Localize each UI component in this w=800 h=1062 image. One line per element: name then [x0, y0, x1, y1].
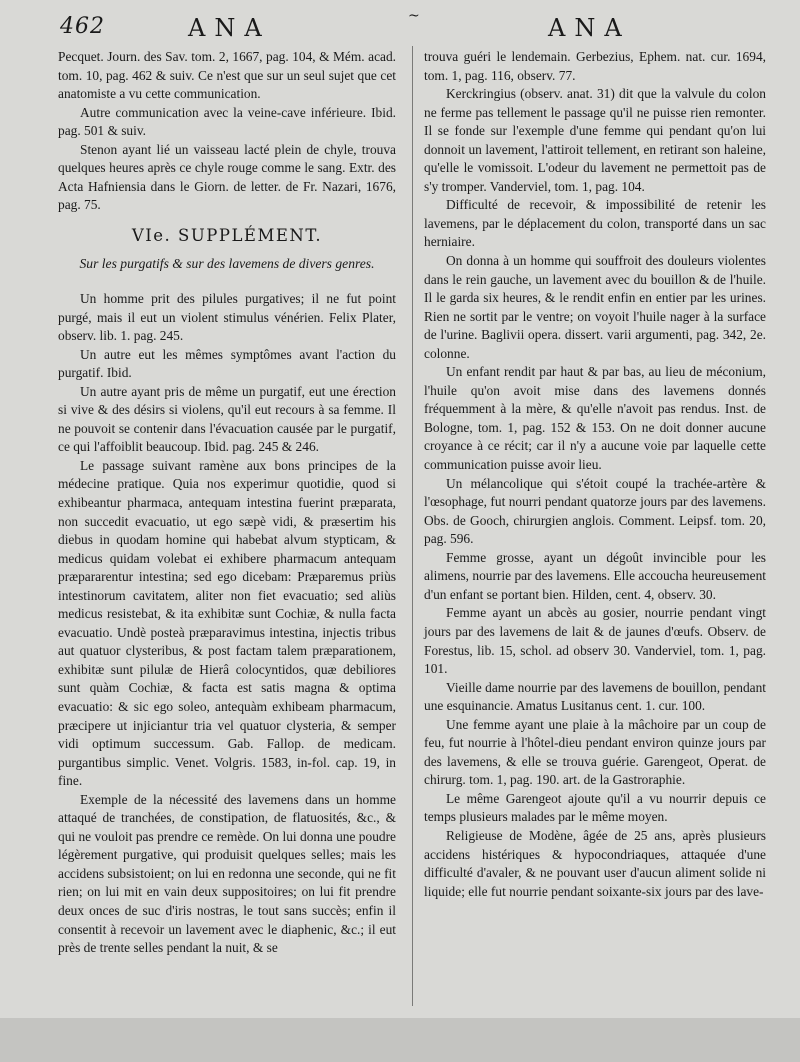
page-bottom-margin: [0, 1018, 800, 1062]
paragraph: Kerckringius (observ. anat. 31) dit que la valvule du colon ne ferme pas tellement le passage qu'il ne puisse rien remonter. Il se fonde sur l'exemple d'une femme qui pendant qu'on lui donnoit un lavement, l'attiroit tellement, en retirant son haleine, qu'elle le vomissoit. L'odeur du lavement ne permettoit pas de s'y tromper. Vanderviel, tom. 1, pag. 104.: [424, 86, 766, 194]
paragraph: Un homme prit des pilules purgatives; il ne fut point purgé, mais il eut un violent stimulus vénérien. Felix Plater, observ. lib. 1. pag. 245.: [58, 290, 396, 344]
paragraph: Un enfant rendit par haut & par bas, au lieu de méconium, l'huile qu'on avoit mise dans des lavemens donnés fréquemment à la mère, & qu'elle n'avoit pas rendus. Inst. de Bologne, tom. 1, pag. 152 & 153. On ne doit donner aucune croyance à ce récit; car il n'y a aucune voie par laquelle cette communication puisse avoir lieu.: [424, 364, 766, 473]
paragraph: Un autre eut les mêmes symptômes avant l'action du purgatif. Ibid.: [58, 346, 396, 381]
running-head-left: ANA: [188, 14, 271, 42]
left-column: [58, 48, 396, 958]
paragraph: Femme grosse, ayant un dégoût invincible pour les alimens, nourrie par des lavemens. Elle accoucha heureusement d'un enfant se portant bien. Hilden, cent. 4, observ. 30.: [424, 549, 766, 602]
page-number: 462: [60, 14, 105, 39]
paragraph: On donna à un homme qui souffroit des douleurs violentes dans le rein gauche, un lavement avec du bouillon & de l'huile. Il le garda six heures, & le rendit enfin en entier par les urines. Rien ne sortit par le ventre; on voyoit l'huile nager à la surface de l'urine. Baglivii opera. dissert. varii argumenti, pag. 342, 2e. colonne.: [424, 253, 766, 361]
paragraph: Exemple de la nécessité des lavemens dans un homme attaqué de tranchées, de constipation, de flatuosités, &c., & qui ne vouloit pas prendre ce remède. On lui donna une poudre légèrement purgative, qui produisit quelques selles; mais les accidens subsistoient; on lui en redonna une seconde, qui ne fit rien; on lui mit en vain deux suppositoires; on lui fit prendre deux onces de suc d'iris nostras, le tout sans succès; enfin il consentit à recevoir un lavement avec le diaphenic, &c.; il eut près de trente selles pendant la nuit, & se: [58, 791, 396, 956]
paragraph: Un mélancolique qui s'étoit coupé la trachée-artère & l'œsophage, fut nourri pendant quatorze jours par des lavemens. Obs. de Gooch, chirurgien anglois. Comment. Leipsf. tom. 20, pag. 596.: [424, 475, 766, 547]
paragraph: Un autre ayant pris de même un purgatif, eut une érection si vive & des désirs si violens, qu'il eut recours à sa femme. Il ne pouvoit se contenir dans l'évacuation causée par le purgatif, ce qui l'affoiblit beaucoup. Ibid. pag. 245 & 246.: [58, 383, 396, 455]
paragraph: Une femme ayant une plaie à la mâchoire par un coup de feu, fut nourrie à l'hôtel-dieu pendant environ quinze jours par des lavemens, & elle se trouva guérie. Garengeot, Operat. de chirurg. tom. 1, pag. 190. art. de la Gastroraphie.: [424, 716, 766, 788]
paragraph: Difficulté de recevoir, & impossibilité de retenir les lavemens, par le déplacement du colon, transporté dans un sac herniaire.: [424, 197, 766, 250]
paragraph: Le même Garengeot ajoute qu'il a vu nourrir depuis ce temps plusieurs malades par le même moyen.: [424, 790, 766, 825]
paragraph: Vieille dame nourrie par des lavemens de bouillon, pendant une esquinancie. Amatus Lusitanus cent. 1. cur. 100.: [424, 679, 766, 714]
section-subheading: Sur les purgatifs & sur des lavemens de divers genres.: [79, 256, 375, 272]
column-divider: [412, 46, 413, 1006]
paragraph: Religieuse de Modène, âgée de 25 ans, après plusieurs accidens histériques & hypocondriaques, attaquée d'une difficulté d'avaler, & ne pouvant user d'aucun aliment solide ni liquide; elle fut nourrie pendant soixante-six jours par des lave-: [424, 827, 766, 899]
paragraph: trouva guéri le lendemain. Gerbezius, Ephem. nat. cur. 1694, tom. 1, pag. 116, observ. 77.: [424, 49, 766, 83]
section-heading: VIe. SUPPLÉMENT.: [131, 225, 323, 245]
running-head-right: ANA: [548, 14, 631, 42]
right-column: [424, 48, 766, 901]
header-mark: ~: [408, 8, 421, 24]
paragraph: Stenon ayant lié un vaisseau lacté plein de chyle, trouva quelques heures après ce chyle rouge comme le sang. Extr. des Acta Hafniensia dans le Giorn. de letter. de Fr. Nazari, 1676, pag. 75.: [58, 141, 396, 213]
paragraph: Pecquet. Journ. des Sav. tom. 2, 1667, pag. 104, & Mém. acad. tom. 10, pag. 462 & suiv. Ce n'est que sur un seul sujet que cet anatomiste a vu cette communication.: [58, 49, 396, 102]
paragraph: Autre communication avec la veine-cave inférieure. Ibid. pag. 501 & suiv.: [58, 104, 396, 139]
paragraph: Le passage suivant ramène aux bons principes de la médecine pratique. Quia nos experimur quotidie, quod si exhibeantur pharmaca, antequam intestina fuerint præparata, non succedit evacuatio, ut ego sæpè vidi, & præsertim his diebus in quodam homine qui habebat alvum stypticam, & medicus quidam volebat ei exhibere pharmacum antequam præpararentur intestina; sed ego dicebam: Præparemus priùs intestinorum cavitatem, aliter non fiet evacuatio; sed aliùs medicus resistebat, & ita exhibitæ sunt Cochiæ, & nulla facta evacuatio. Undè posteà præparavimus intestina, injectis tribus aut quatuor clysteribus, & post factam talem præparationem, exhibitæ sunt pilulæ de Hierâ colocyntidos, quæ debiliores sunt quàm Cochiæ, & facta est satis magna & optima evacuatio: & sic ego soleo, antequàm exhibeam pharmacum, præcipere ut injiciantur tria vel quatuor clysteria, & semper vidi optimum successum. Gab. Fallop. de medicam. purgantibus simplic. Venet. Volgris. 1583, in-fol. cap. 19, in fine.: [58, 457, 396, 789]
paragraph: Femme ayant un abcès au gosier, nourrie pendant vingt jours par des lavemens de lait & de jaunes d'œufs. Observ. de Forestus, lib. 15, schol. ad observ 30. Vanderviel, tom. 1, pag. 101.: [424, 605, 766, 677]
